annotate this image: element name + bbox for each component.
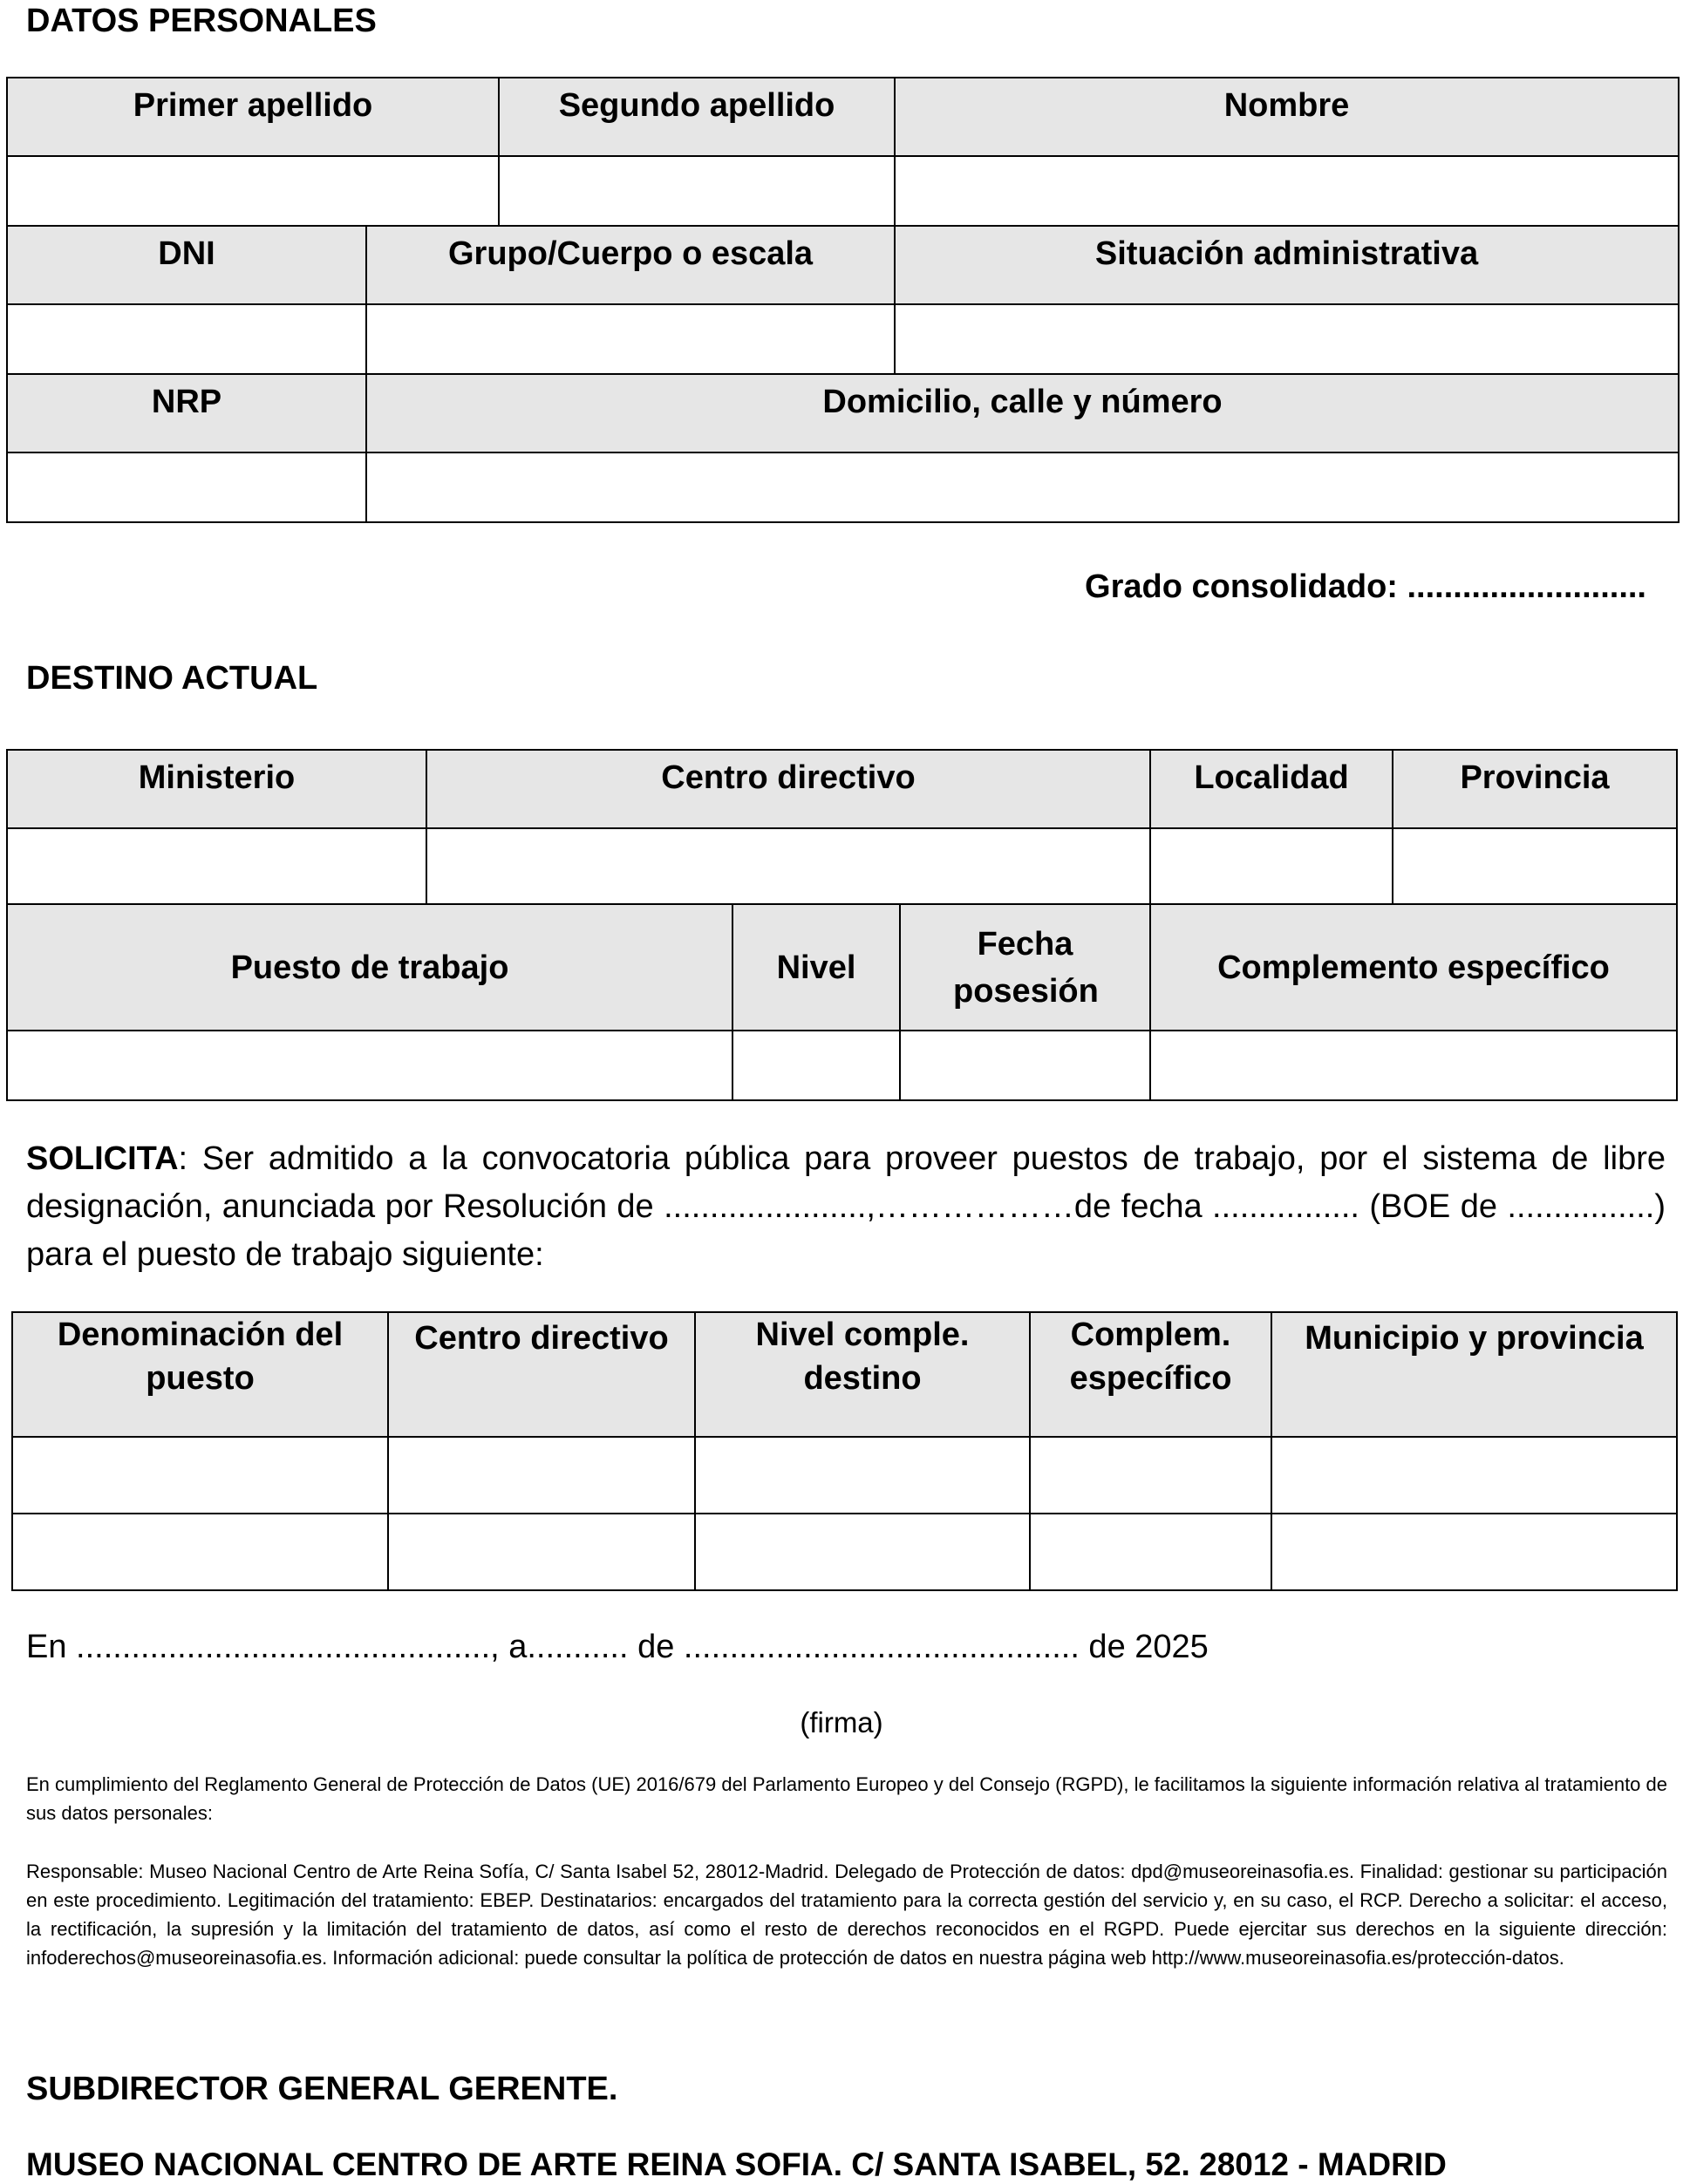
field-municipio-provincia-2[interactable]: [1271, 1514, 1677, 1590]
solicita-text: : Ser admitido a la convocatoria pública para proveer puestos de trabajo, por el sistema de libre designación, anunciada por Resolución de ......................,………………de fecha ................ (BOE de ................) para el puesto de trabajo siguiente:: [26, 1140, 1666, 1273]
section-title-datos-personales: DATOS PERSONALES: [26, 3, 377, 39]
solicita-label: SOLICITA: [26, 1140, 179, 1177]
grado-consolidado: Grado consolidado: ..........................: [1085, 568, 1646, 605]
solicita-paragraph: [26, 1135, 1666, 1279]
field-nivel-complemento-destino[interactable]: [695, 1437, 1030, 1514]
datos-personales-table: [6, 77, 1680, 523]
field-complemento-especifico-puesto[interactable]: [1030, 1437, 1271, 1514]
field-situacion-administrativa[interactable]: [895, 304, 1679, 374]
field-fecha-posesion[interactable]: [900, 1031, 1150, 1100]
header-dni: DNI: [7, 226, 366, 304]
field-grupo-cuerpo[interactable]: [366, 304, 895, 374]
field-denominacion-puesto-2[interactable]: [12, 1514, 388, 1590]
header-puesto-de-trabajo: Puesto de trabajo: [7, 904, 732, 1031]
footer-subdirector: SUBDIRECTOR GENERAL GERENTE.: [26, 2071, 618, 2107]
privacy-intro: En cumplimiento del Reglamento General de Protección de Datos (UE) 2016/679 del Parlamento Europeo y del Consejo (RGPD), le facilitamos la siguiente información relativa al tratamiento de sus datos personales:: [26, 1773, 1667, 1824]
field-nrp[interactable]: [7, 452, 366, 522]
header-centro-directivo-actual: Centro directivo: [426, 750, 1150, 828]
field-primer-apellido[interactable]: [7, 156, 499, 226]
header-complemento-especifico: Complemento específico: [1150, 904, 1677, 1031]
field-complemento-especifico-puesto-2[interactable]: [1030, 1514, 1271, 1590]
firma-label: (firma): [800, 1706, 883, 1738]
field-segundo-apellido[interactable]: [499, 156, 895, 226]
field-domicilio[interactable]: [366, 452, 1679, 522]
header-grupo-cuerpo: Grupo/Cuerpo o escala: [366, 226, 895, 304]
field-centro-directivo-puesto-2[interactable]: [388, 1514, 695, 1590]
header-nrp: NRP: [7, 374, 366, 452]
field-nivel[interactable]: [732, 1031, 900, 1100]
field-nombre[interactable]: [895, 156, 1679, 226]
field-provincia[interactable]: [1393, 828, 1677, 904]
header-localidad: Localidad: [1150, 750, 1393, 828]
field-ministerio[interactable]: [7, 828, 426, 904]
puesto-solicitado-table: [11, 1311, 1678, 1591]
footer-museo-address: MUSEO NACIONAL CENTRO DE ARTE REINA SOFIA. C/ SANTA ISABEL, 52. 28012 - MADRID: [26, 2147, 1447, 2182]
header-domicilio: Domicilio, calle y número: [366, 374, 1679, 452]
header-primer-apellido: Primer apellido: [7, 78, 499, 156]
field-centro-directivo-actual[interactable]: [426, 828, 1150, 904]
field-localidad[interactable]: [1150, 828, 1393, 904]
field-centro-directivo-puesto[interactable]: [388, 1437, 695, 1514]
header-provincia: Provincia: [1393, 750, 1677, 828]
fecha-line: En ............................................., a........... de ........................................... de 2025: [26, 1629, 1209, 1665]
field-puesto-de-trabajo[interactable]: [7, 1031, 732, 1100]
header-municipio-provincia: Municipio y provincia: [1271, 1312, 1677, 1437]
header-nivel: Nivel: [732, 904, 900, 1031]
field-nivel-complemento-destino-2[interactable]: [695, 1514, 1030, 1590]
header-centro-directivo-puesto: Centro directivo: [388, 1312, 695, 1437]
privacy-body: Responsable: Museo Nacional Centro de Arte Reina Sofía, C/ Santa Isabel 52, 28012-Madrid. Delegado de Protección de datos: dpd@museoreinasofia.es. Finalidad: gestionar su participación en este procedimiento. Legitimación del tratamiento: EBEP. Destinatarios: encargados del tratamiento para la correcta gestión del servicio y, en su caso, el RCP. Derecho a solicitar: el acceso, la rectificación, la supresión y la limitación del tratamiento de datos, así como el resto de derechos reconocidos en el RGPD. Puede ejercitar sus derechos en la siguiente dirección: infoderechos@museoreinasofia.es. Información adicional: puede consultar la política de protección de datos en nuestra página web http://www.museoreinasofia.es/protección-datos.: [26, 1861, 1667, 1969]
field-denominacion-puesto[interactable]: [12, 1437, 388, 1514]
field-dni[interactable]: [7, 304, 366, 374]
header-fecha-posesion: Fecha posesión: [900, 904, 1150, 1031]
field-municipio-provincia[interactable]: [1271, 1437, 1677, 1514]
header-ministerio: Ministerio: [7, 750, 426, 828]
section-title-destino-actual: DESTINO ACTUAL: [26, 660, 318, 697]
header-nombre: Nombre: [895, 78, 1679, 156]
header-complemento-especifico-puesto: Complem. específico: [1030, 1312, 1271, 1437]
header-denominacion-puesto: Denominación del puesto: [12, 1312, 388, 1437]
header-situacion-administrativa: Situación administrativa: [895, 226, 1679, 304]
field-complemento-especifico[interactable]: [1150, 1031, 1677, 1100]
destino-actual-table: [6, 749, 1678, 1101]
header-nivel-complemento-destino: Nivel comple. destino: [695, 1312, 1030, 1437]
header-segundo-apellido: Segundo apellido: [499, 78, 895, 156]
